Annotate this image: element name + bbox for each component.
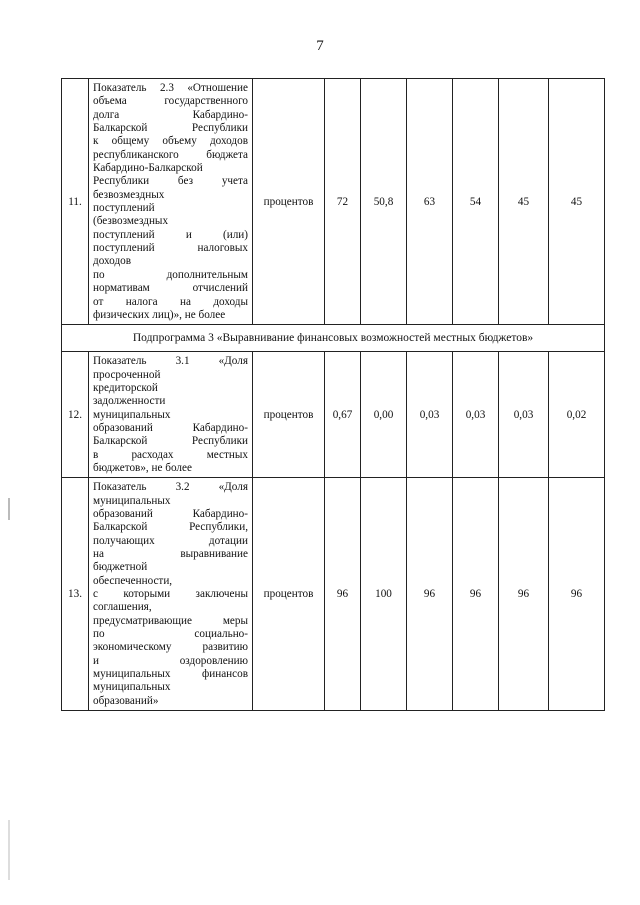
value-cell: 50,8 (361, 79, 407, 325)
scan-mark (8, 498, 10, 520)
description-line: обеспеченности, (93, 574, 173, 587)
description-line: экономическому развитию (93, 641, 248, 654)
description-line: с которыми заключены (93, 588, 248, 601)
row-number: 12. (62, 352, 89, 478)
description-line: поступлений налоговых (93, 242, 248, 255)
description-line: безвозмездных (93, 188, 165, 201)
description-line: в расходах местных (93, 448, 248, 461)
value-cell: 96 (407, 478, 453, 711)
description-line: Показатель 3.1 «Доля (93, 355, 248, 368)
description-line: Республики без учета (93, 175, 248, 188)
description-line: кредиторской (93, 381, 158, 394)
description-line: Балкарской Республики (93, 435, 248, 448)
page-number: 7 (316, 38, 324, 54)
description-line: Кабардино-Балкарской (93, 162, 203, 175)
description-line: Показатель 2.3 «Отношение (93, 82, 248, 94)
value-cell: 63 (407, 79, 453, 325)
description-line: по дополнительным (93, 268, 248, 281)
value-cell: 96 (549, 478, 605, 711)
description-line: Балкарской Республики, (93, 521, 248, 534)
table-row (62, 478, 605, 711)
indicators-table (61, 78, 605, 711)
table-row (62, 352, 605, 478)
description-line: объема государственного (93, 95, 248, 108)
value-cell: 0,67 (325, 352, 361, 478)
indicator-description (89, 352, 253, 478)
value-cell: 54 (453, 79, 499, 325)
description-line: поступлений (93, 202, 155, 215)
description-line: муниципальных финансов (93, 668, 248, 681)
description-line: долга Кабардино- (93, 108, 248, 121)
value-cell: 96 (325, 478, 361, 711)
value-cell: 45 (499, 79, 549, 325)
value-cell: 96 (499, 478, 549, 711)
indicator-description (89, 478, 253, 711)
description-line: и оздоровлению (93, 654, 248, 667)
table-body (62, 79, 605, 711)
description-line: образований Кабардино- (93, 421, 248, 434)
indicator-description (89, 79, 253, 325)
description-line: муниципальных (93, 681, 171, 694)
value-cell: 100 (361, 478, 407, 711)
row-number: 13. (62, 478, 89, 711)
unit-cell: процентов (253, 478, 325, 711)
description-line: предусматривающие меры (93, 614, 248, 627)
description-line: соглашения, (93, 601, 152, 614)
description-line: бюджетов», не более (93, 461, 192, 474)
value-cell: 0,02 (549, 352, 605, 478)
description-line: задолженности (93, 395, 166, 408)
description-line: Балкарской Республики (93, 122, 248, 135)
value-cell: 0,03 (453, 352, 499, 478)
description-line: физических лиц)», не более (93, 308, 226, 321)
value-cell: 45 (549, 79, 605, 325)
value-cell: 0,03 (407, 352, 453, 478)
subprogram-row (62, 325, 605, 352)
description-line: получающих дотации (93, 534, 248, 547)
description-line: образований» (93, 694, 159, 707)
description-line: к общему объему доходов (93, 135, 248, 148)
value-cell: 72 (325, 79, 361, 325)
description-line: просроченной (93, 368, 161, 381)
scan-mark (8, 820, 10, 880)
description-line: образований Кабардино- (93, 507, 248, 520)
description-line: доходов (93, 255, 132, 268)
description-line: республиканского бюджета (93, 148, 248, 161)
description-line: муниципальных (93, 494, 171, 507)
description-line: на выравнивание (93, 548, 248, 560)
subprogram-title: Подпрограмма 3 «Выравнивание финансовых возможностей местных бюджетов» (62, 325, 605, 352)
value-cell: 0,03 (499, 352, 549, 478)
unit-cell: процентов (253, 79, 325, 325)
description-line: по социально- (93, 628, 248, 641)
description-line: муниципальных (93, 408, 171, 421)
description-line: нормативам отчислений (93, 282, 248, 295)
value-cell: 96 (453, 478, 499, 711)
value-cell: 0,00 (361, 352, 407, 478)
description-line: (безвозмездных (93, 215, 169, 228)
description-line: Показатель 3.2 «Доля (93, 481, 248, 494)
description-line: от налога на доходы (93, 295, 248, 308)
table-row (62, 79, 605, 325)
unit-cell: процентов (253, 352, 325, 478)
row-number: 11. (62, 79, 89, 325)
description-line: бюджетной (93, 561, 148, 574)
description-line: поступлений и (или) (93, 228, 248, 241)
